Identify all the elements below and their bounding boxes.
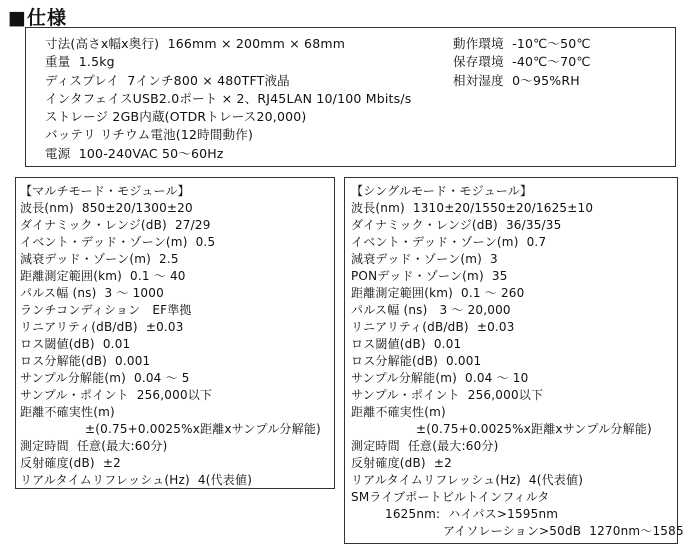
multi-spec-row: イベント・デッド・ゾーン(m) 0.5 <box>20 235 216 249</box>
general-specs-box <box>25 27 676 167</box>
single-spec-row: PONデッド・ゾーン(m) 35 <box>351 269 508 283</box>
multi-spec-row: リアルタイムリフレッシュ(Hz) 4(代表値) <box>20 473 253 487</box>
multi-spec-row: 距離不確実性(m) <box>20 405 115 419</box>
multi-spec-row: 減衰デッド・ゾーン(m) 2.5 <box>20 252 179 266</box>
single-spec-row: イベント・デッド・ゾーン(m) 0.7 <box>351 235 547 249</box>
single-spec-row: 距離測定範囲(km) 0.1 ～ 260 <box>351 286 525 300</box>
multi-spec-row: パルス幅 (ns) 3 ～ 1000 <box>20 286 164 300</box>
single-spec-row: ダイナミック・レンジ(dB) 36/35/35 <box>351 218 562 232</box>
multi-spec-row: 反射確度(dB) ±2 <box>20 456 121 470</box>
general-specs-list <box>45 35 411 163</box>
single-mode-spec-list <box>351 183 684 540</box>
single-mode-heading: 【シングルモード・モジュール】 <box>351 184 533 198</box>
single-spec-row: 減衰デッド・ゾーン(m) 3 <box>351 252 498 266</box>
single-spec-row: リニアリティ(dB/dB) ±0.03 <box>351 320 515 334</box>
single-spec-row: 1625nm: ハイパス>1595nm <box>385 507 559 521</box>
spec-battery: バッテリ リチウム電池(12時間動作) <box>45 127 254 143</box>
multi-spec-row: リニアリティ(dB/dB) ±0.03 <box>20 320 184 334</box>
single-spec-row: サンプル・ポイント 256,000以下 <box>351 388 544 402</box>
multi-spec-row: 波長(nm) 850±20/1300±20 <box>20 201 193 215</box>
single-spec-row: 測定時間 任意(最大:60分) <box>351 439 499 453</box>
multi-spec-row: ロス閾値(dB) 0.01 <box>20 337 131 351</box>
spec-interface: インタフェイスUSB2.0ポート × 2、RJ45LAN 10/100 Mbits/s <box>45 90 412 106</box>
single-spec-row: 反射確度(dB) ±2 <box>351 456 452 470</box>
single-spec-row: リアルタイムリフレッシュ(Hz) 4(代表値) <box>351 473 584 487</box>
spec-weight: 重量 1.5kg <box>45 54 115 70</box>
multi-spec-row: ランチコンディション EF準拠 <box>20 303 192 317</box>
multi-spec-row: ダイナミック・レンジ(dB) 27/29 <box>20 218 211 232</box>
spec-storage: ストレージ 2GB内蔵(OTDRトレース20,000) <box>45 109 307 125</box>
multi-spec-row: 距離測定範囲(km) 0.1 ～ 40 <box>20 269 186 283</box>
single-spec-row: ロス閾値(dB) 0.01 <box>351 337 462 351</box>
single-spec-row: 距離不確実性(m) <box>351 405 446 419</box>
multi-spec-row: サンプル・ポイント 256,000以下 <box>20 388 213 402</box>
multi-spec-row: ±(0.75+0.0025%x距離xサンプル分解能) <box>85 422 321 436</box>
spec-storage-env: 保存環境 -40℃～70℃ <box>453 54 591 70</box>
multi-mode-spec-list <box>20 183 321 489</box>
multi-mode-heading: 【マルチモード・モジュール】 <box>20 184 190 198</box>
single-spec-row: ロス分解能(dB) 0.001 <box>351 354 482 368</box>
multi-spec-row: ロス分解能(dB) 0.001 <box>20 354 151 368</box>
multi-spec-row: サンプル分解能(m) 0.04 ～ 5 <box>20 371 190 385</box>
environment-specs-list <box>453 35 591 90</box>
single-spec-row: パルス幅 (ns) 3 ～ 20,000 <box>351 303 511 317</box>
multi-mode-module-box <box>15 177 335 489</box>
spec-operating-env: 動作環境 -10℃～50℃ <box>453 36 591 51</box>
spec-humidity: 相対湿度 0～95%RH <box>453 72 580 88</box>
single-spec-row: ±(0.75+0.0025%x距離xサンプル分解能) <box>416 422 652 436</box>
single-spec-row: サンプル分解能(m) 0.04 ～ 10 <box>351 371 529 385</box>
single-mode-module-box <box>344 177 684 544</box>
spec-display: ディスプレイ 7インチ800 × 480TFT液晶 <box>45 72 290 88</box>
spec-dimensions: 寸法(高さx幅x奥行) 166mm × 200mm × 68mm <box>45 36 346 51</box>
single-spec-row: SMライブポートビルトインフィルタ <box>351 490 550 504</box>
single-spec-row: 波長(nm) 1310±20/1550±20/1625±10 <box>351 201 594 215</box>
spec-power: 電源 100-240VAC 50～60Hz <box>45 145 224 161</box>
page-title: ■仕様 <box>8 7 67 29</box>
multi-spec-row: 測定時間 任意(最大:60分) <box>20 439 168 453</box>
single-spec-row: アイソレーション>50dB 1270nm～1585 <box>443 524 684 538</box>
